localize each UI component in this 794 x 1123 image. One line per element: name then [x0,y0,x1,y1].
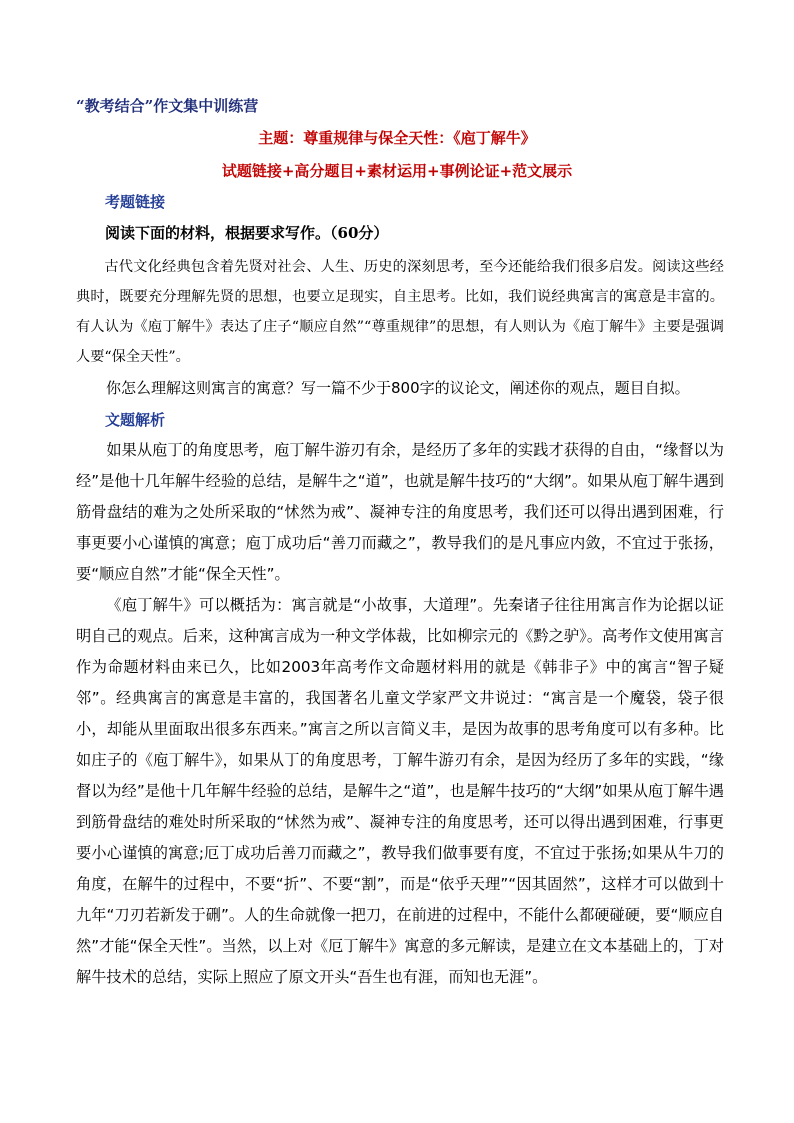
theme-title: 主题：尊重规律与保全天性：《庖丁解牛》 [258,129,536,147]
task-paragraph: 你怎么理解这则寓言的寓意？写一篇不少于800字的议论文，阐述你的观点，题目自拟。 [106,379,690,397]
analysis-paragraph-1: 如果从庖丁的角度思考，庖丁解牛游刃有余，是经历了多年的实践才获得的自由，“缘督以为经”是他十几年解牛经验的总结，是解牛之“道”，也就是解牛技巧的“大纲”。如果从庖丁解牛遇到筋骨盘结的难为之处所采取的“怵然为戒”、凝神专注的角度思考，我们还可以得出遇到困难，行事更要小心谨慎的寓意；庖丁成功后“善刀而藏之”，教导我们的是凡事应内敛，不宜过于张扬，要“顺应自然”才能“保全天性”。 [76,441,724,583]
camp-title: “教考结合”作文集中训练营 [76,97,259,115]
analysis-heading: 文题解析 [105,411,166,429]
subtitle: 试题链接+高分题目+素材运用+事例论证+范文展示 [221,162,573,180]
exam-link-heading: 考题链接 [105,193,166,211]
writing-instruction: 阅读下面的材料，根据要求写作。（60分） [105,224,389,242]
material-paragraph: 古代文化经典包含着先贤对社会、人生、历史的深刻思考，至今还能给我们很多启发。阅读这些经典时，既要充分理解先贤的思想，也要立足现实，自主思考。比如，我们说经典寓言的寓意是丰富的。有人认为《庖丁解牛》表达了庄子“顺应自然”“尊重规律”的思想，有人则认为《庖丁解牛》主要是强调人要“保全天性”。 [76,259,724,365]
analysis-paragraph-2: 《庖丁解牛》可以概括为：寓言就是“小故事，大道理”。先秦诸子往往用寓言作为论据以证明自己的观点。后来，这种寓言成为一种文学体裁，比如柳宗元的《黔之驴》。高考作文使用寓言作为命题材料由来已久，比如2003年高考作文命题材料用的就是《韩非子》中的寓言“智子疑邻”。经典寓言的寓意是丰富的，我国著名儿童文学家严文井说过：“寓言是一个魔袋，袋子很小，却能从里面取出很多东西来。”寓言之所以言简义丰，是因为故事的思考角度可以有多种。比如庄子的《庖丁解牛》，如果从丁的角度思考，丁解牛游刃有余，是因为经历了多年的实践，“缘督以为经”是他十几年解牛经验的总结，是解牛之“道”，也是解牛技巧的“大纲”如果从庖丁解牛遇到筋骨盘结的难处时所采取的“怵然为戒”、凝神专注的角度思考，还可以得出遇到困难，行事更要小心谨慎的寓意;厄丁成功后善刀而藏之”，教导我们做事要有度，不宜过于张扬;如果从牛刀的角度，在解牛的过程中，不要“折”、不要“割”，而是“依乎天理”“因其固然”，这样才可以做到十九年“刀刃若新发于硎”。人的生命就像一把刀，在前进的过程中，不能什么都硬碰硬，要“顺应自然”才能“保全天性”。当然，以上对《厄丁解牛》寓意的多元解读，是建立在文本基础上的，丁对解牛技术的总结，实际上照应了原文开头“吾生也有涯，而知也无涯”。 [76,596,724,986]
